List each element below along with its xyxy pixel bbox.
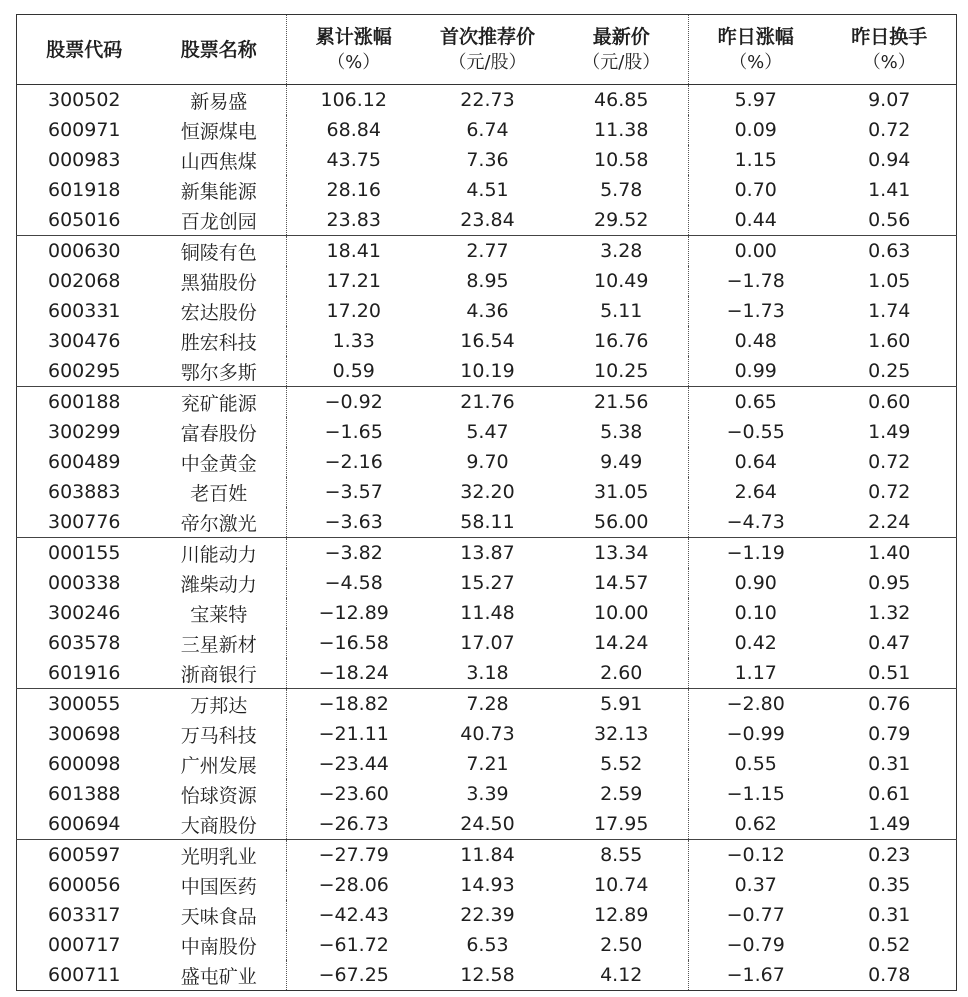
cell-first-recommend-price: 21.76 xyxy=(460,391,515,413)
table-row xyxy=(17,689,957,720)
cell-cumulative-gain: −18.24 xyxy=(287,658,421,689)
cell-stock-name: 兖矿能源 xyxy=(152,387,287,418)
cell-first-recommend-price: 58.11 xyxy=(421,507,555,538)
cell-first-recommend-price: 8.95 xyxy=(466,270,509,292)
cell-first-recommend-price: 7.36 xyxy=(466,149,509,171)
cell-first-recommend-price: 32.20 xyxy=(460,481,515,503)
cell-latest-price: 10.74 xyxy=(555,870,689,900)
cell-stock-name: 中金黄金 xyxy=(152,447,287,477)
cell-yesterday-turnover: 1.49 xyxy=(868,421,911,443)
cell-stock-name: 百龙创园 xyxy=(152,205,287,236)
cell-stock-code: 600056 xyxy=(47,874,121,896)
cell-stock-name: 黑猫股份 xyxy=(152,266,287,296)
cell-stock-code: 300299 xyxy=(47,421,121,443)
table-row xyxy=(17,175,957,205)
cell-yesterday-gain: 2.64 xyxy=(734,481,777,503)
cell-yesterday-gain: 1.15 xyxy=(734,149,777,171)
cell-cumulative-gain: −1.65 xyxy=(324,421,383,443)
cell-latest-price: 5.11 xyxy=(555,296,689,326)
cell-yesterday-gain: 0.44 xyxy=(689,205,823,236)
cell-stock-code: 000630 xyxy=(47,240,121,262)
cell-stock-code: 600331 xyxy=(47,300,121,322)
cell-first-recommend-price: 24.50 xyxy=(421,809,555,840)
cell-first-recommend-price: 17.07 xyxy=(460,632,515,654)
cell-stock-code: 300055 xyxy=(47,693,121,715)
cell-latest-price: 17.95 xyxy=(555,809,689,840)
cell-cumulative-gain: −3.57 xyxy=(324,481,383,503)
table-row xyxy=(17,870,957,900)
cell-latest-price: 46.85 xyxy=(555,85,689,116)
cell-yesterday-gain: −1.73 xyxy=(726,300,785,322)
cell-yesterday-turnover: 0.72 xyxy=(868,481,911,503)
header-yesterday-gain: 昨日涨幅 （%） xyxy=(689,15,823,85)
cell-stock-name: 富春股份 xyxy=(152,417,287,447)
table-row xyxy=(17,598,957,628)
cell-stock-code: 601918 xyxy=(47,179,121,201)
header-stock-code: 股票代码 xyxy=(17,15,152,85)
cell-cumulative-gain: −16.58 xyxy=(318,632,389,654)
table-row xyxy=(17,417,957,447)
cell-latest-price: 4.12 xyxy=(555,960,689,991)
cell-stock-name: 中南股份 xyxy=(152,930,287,960)
cell-yesterday-gain: 0.64 xyxy=(734,451,777,473)
cell-yesterday-gain: 0.09 xyxy=(734,119,777,141)
cell-cumulative-gain: −0.92 xyxy=(324,391,383,413)
table-row xyxy=(17,115,957,145)
table-body xyxy=(17,85,957,991)
cell-yesterday-turnover: 0.76 xyxy=(868,693,911,715)
table-row xyxy=(17,387,957,418)
cell-yesterday-turnover: 0.72 xyxy=(868,119,911,141)
cell-yesterday-turnover: 0.47 xyxy=(868,632,911,654)
cell-yesterday-gain: 0.48 xyxy=(734,330,777,352)
cell-first-recommend-price: 4.36 xyxy=(466,300,509,322)
cell-cumulative-gain: −27.79 xyxy=(318,844,389,866)
cell-yesterday-turnover: 1.05 xyxy=(868,270,911,292)
cell-latest-price: 9.49 xyxy=(555,447,689,477)
table-row xyxy=(17,840,957,871)
cell-first-recommend-price: 2.77 xyxy=(466,240,509,262)
cell-first-recommend-price: 23.84 xyxy=(421,205,555,236)
table-row xyxy=(17,85,957,116)
cell-stock-code: 000983 xyxy=(47,149,121,171)
table-row xyxy=(17,658,957,689)
cell-stock-name: 中国医药 xyxy=(152,870,287,900)
table-row xyxy=(17,145,957,175)
cell-yesterday-turnover: 1.40 xyxy=(868,542,911,564)
cell-yesterday-gain: 0.37 xyxy=(734,874,777,896)
header-cumulative-gain: 累计涨幅 （%） xyxy=(287,15,421,85)
cell-stock-name: 三星新材 xyxy=(152,628,287,658)
cell-latest-price: 14.24 xyxy=(555,628,689,658)
cell-yesterday-gain: −0.55 xyxy=(726,421,785,443)
cell-yesterday-gain: 0.70 xyxy=(734,179,777,201)
cell-cumulative-gain: −67.25 xyxy=(318,964,389,986)
cell-stock-code: 600295 xyxy=(17,356,152,387)
cell-latest-price: 29.52 xyxy=(555,205,689,236)
cell-yesterday-turnover: 0.35 xyxy=(868,874,911,896)
cell-yesterday-gain: 0.00 xyxy=(734,240,777,262)
cell-cumulative-gain: −3.63 xyxy=(287,507,421,538)
cell-first-recommend-price: 7.21 xyxy=(466,753,509,775)
cell-yesterday-turnover: 9.07 xyxy=(868,89,911,111)
cell-stock-name: 广州发展 xyxy=(152,749,287,779)
cell-yesterday-gain: −4.73 xyxy=(689,507,823,538)
cell-latest-price: 5.78 xyxy=(555,175,689,205)
cell-yesterday-turnover: 0.94 xyxy=(868,149,911,171)
cell-stock-name: 宝莱特 xyxy=(152,598,287,628)
cell-stock-name: 盛屯矿业 xyxy=(152,960,287,991)
cell-yesterday-turnover: 1.60 xyxy=(868,330,911,352)
cell-stock-code: 600711 xyxy=(47,964,121,986)
cell-stock-code: 000717 xyxy=(47,934,121,956)
cell-stock-name: 山西焦煤 xyxy=(152,145,287,175)
cell-yesterday-gain: −1.19 xyxy=(726,542,785,564)
cell-first-recommend-price: 11.84 xyxy=(460,844,515,866)
cell-yesterday-turnover: 1.74 xyxy=(868,300,911,322)
header-first-recommend-price: 首次推荐价 （元/股） xyxy=(421,15,555,85)
table-row xyxy=(17,266,957,296)
cell-stock-name: 鄂尔多斯 xyxy=(152,356,287,387)
cell-cumulative-gain: 106.12 xyxy=(320,89,387,111)
cell-latest-price: 10.00 xyxy=(555,598,689,628)
cell-yesterday-turnover: 0.51 xyxy=(823,658,957,689)
cell-stock-code: 002068 xyxy=(47,270,121,292)
cell-cumulative-gain: 43.75 xyxy=(326,149,381,171)
table-row xyxy=(17,477,957,507)
cell-yesterday-gain: 0.42 xyxy=(734,632,777,654)
cell-stock-code: 300776 xyxy=(17,507,152,538)
cell-cumulative-gain: −18.82 xyxy=(318,693,389,715)
cell-latest-price: 12.89 xyxy=(555,900,689,930)
cell-stock-name: 川能动力 xyxy=(152,538,287,569)
cell-yesterday-gain: −1.78 xyxy=(726,270,785,292)
cell-stock-name: 恒源煤电 xyxy=(152,115,287,145)
cell-yesterday-gain: 0.65 xyxy=(734,391,777,413)
cell-latest-price: 5.52 xyxy=(555,749,689,779)
cell-stock-code: 603883 xyxy=(47,481,121,503)
cell-yesterday-gain: −0.79 xyxy=(726,934,785,956)
cell-cumulative-gain: 1.33 xyxy=(332,330,375,352)
cell-stock-name: 大商股份 xyxy=(152,809,287,840)
cell-cumulative-gain: 17.20 xyxy=(326,300,381,322)
table-row xyxy=(17,960,957,991)
cell-first-recommend-price: 14.93 xyxy=(460,874,515,896)
cell-yesterday-turnover: 0.52 xyxy=(868,934,911,956)
cell-stock-code: 300246 xyxy=(47,602,121,624)
cell-yesterday-turnover: 1.32 xyxy=(868,602,911,624)
cell-first-recommend-price: 12.58 xyxy=(460,964,515,986)
cell-yesterday-gain: 0.62 xyxy=(689,809,823,840)
cell-cumulative-gain: −61.72 xyxy=(318,934,389,956)
table-row xyxy=(17,538,957,569)
table-row xyxy=(17,507,957,538)
cell-cumulative-gain: −23.44 xyxy=(318,753,389,775)
cell-cumulative-gain: −21.11 xyxy=(318,723,389,745)
cell-latest-price: 2.59 xyxy=(555,779,689,809)
header-stock-name: 股票名称 xyxy=(152,15,287,85)
cell-latest-price: 56.00 xyxy=(555,507,689,538)
cell-cumulative-gain: −28.06 xyxy=(318,874,389,896)
cell-stock-name: 老百姓 xyxy=(152,477,287,507)
cell-first-recommend-price: 10.19 xyxy=(421,356,555,387)
table-row xyxy=(17,809,957,840)
cell-latest-price: 10.49 xyxy=(555,266,689,296)
cell-latest-price: 10.58 xyxy=(555,145,689,175)
cell-yesterday-turnover: 0.79 xyxy=(868,723,911,745)
cell-latest-price: 13.34 xyxy=(555,538,689,569)
table-row xyxy=(17,236,957,267)
cell-stock-code: 603317 xyxy=(47,904,121,926)
cell-yesterday-turnover: 0.56 xyxy=(823,205,957,236)
cell-latest-price: 14.57 xyxy=(555,568,689,598)
header-latest-price: 最新价 （元/股） xyxy=(555,15,689,85)
cell-latest-price: 5.38 xyxy=(555,417,689,447)
table-row xyxy=(17,930,957,960)
table-row xyxy=(17,326,957,356)
cell-first-recommend-price: 6.53 xyxy=(466,934,509,956)
cell-cumulative-gain: −2.16 xyxy=(324,451,383,473)
cell-latest-price: 2.60 xyxy=(555,658,689,689)
cell-yesterday-turnover: 0.61 xyxy=(868,783,911,805)
cell-first-recommend-price: 7.28 xyxy=(466,693,509,715)
cell-latest-price: 3.28 xyxy=(555,236,689,267)
cell-first-recommend-price: 4.51 xyxy=(466,179,509,201)
cell-stock-code: 600597 xyxy=(47,844,121,866)
cell-stock-code: 605016 xyxy=(17,205,152,236)
cell-stock-name: 帝尔激光 xyxy=(152,507,287,538)
cell-stock-code: 300698 xyxy=(47,723,121,745)
cell-yesterday-turnover: 1.49 xyxy=(823,809,957,840)
cell-yesterday-gain: −1.15 xyxy=(726,783,785,805)
cell-yesterday-gain: 5.97 xyxy=(734,89,777,111)
cell-stock-name: 胜宏科技 xyxy=(152,326,287,356)
cell-yesterday-gain: −0.99 xyxy=(726,723,785,745)
cell-stock-code: 000155 xyxy=(47,542,121,564)
cell-cumulative-gain: 0.59 xyxy=(287,356,421,387)
cell-stock-code: 601916 xyxy=(17,658,152,689)
cell-stock-name: 铜陵有色 xyxy=(152,236,287,267)
cell-yesterday-turnover: 1.41 xyxy=(868,179,911,201)
cell-stock-code: 601388 xyxy=(47,783,121,805)
cell-first-recommend-price: 11.48 xyxy=(460,602,515,624)
cell-stock-code: 300502 xyxy=(47,89,121,111)
cell-cumulative-gain: −4.58 xyxy=(324,572,383,594)
cell-yesterday-turnover: 0.23 xyxy=(868,844,911,866)
cell-stock-code: 600098 xyxy=(47,753,121,775)
table-row xyxy=(17,205,957,236)
cell-yesterday-gain: −1.67 xyxy=(726,964,785,986)
cell-latest-price: 11.38 xyxy=(555,115,689,145)
cell-first-recommend-price: 15.27 xyxy=(460,572,515,594)
header-yesterday-turnover: 昨日换手 （%） xyxy=(823,15,957,85)
cell-stock-code: 603578 xyxy=(47,632,121,654)
table-row xyxy=(17,779,957,809)
cell-stock-code: 600188 xyxy=(47,391,121,413)
table-row xyxy=(17,719,957,749)
cell-stock-name: 光明乳业 xyxy=(152,840,287,871)
cell-latest-price: 2.50 xyxy=(555,930,689,960)
cell-cumulative-gain: 23.83 xyxy=(287,205,421,236)
cell-first-recommend-price: 22.73 xyxy=(460,89,515,111)
cell-cumulative-gain: −26.73 xyxy=(287,809,421,840)
cell-yesterday-gain: −0.12 xyxy=(726,844,785,866)
table-row xyxy=(17,628,957,658)
cell-yesterday-gain: 0.55 xyxy=(734,753,777,775)
cell-first-recommend-price: 13.87 xyxy=(460,542,515,564)
table-row xyxy=(17,447,957,477)
cell-yesterday-turnover: 0.72 xyxy=(868,451,911,473)
table-row xyxy=(17,356,957,387)
cell-yesterday-turnover: 0.25 xyxy=(823,356,957,387)
table-row xyxy=(17,568,957,598)
cell-yesterday-gain: 0.99 xyxy=(689,356,823,387)
cell-yesterday-turnover: 0.31 xyxy=(868,753,911,775)
cell-yesterday-turnover: 0.95 xyxy=(868,572,911,594)
cell-cumulative-gain: 68.84 xyxy=(326,119,381,141)
cell-latest-price: 21.56 xyxy=(555,387,689,418)
cell-first-recommend-price: 9.70 xyxy=(466,451,509,473)
cell-first-recommend-price: 16.54 xyxy=(460,330,515,352)
cell-first-recommend-price: 5.47 xyxy=(466,421,509,443)
cell-first-recommend-price: 22.39 xyxy=(460,904,515,926)
cell-latest-price: 10.25 xyxy=(555,356,689,387)
cell-first-recommend-price: 6.74 xyxy=(466,119,509,141)
table-row xyxy=(17,749,957,779)
cell-latest-price: 31.05 xyxy=(555,477,689,507)
cell-latest-price: 8.55 xyxy=(555,840,689,871)
cell-stock-name: 万马科技 xyxy=(152,719,287,749)
cell-stock-name: 潍柴动力 xyxy=(152,568,287,598)
cell-cumulative-gain: −23.60 xyxy=(318,783,389,805)
cell-latest-price: 16.76 xyxy=(555,326,689,356)
cell-latest-price: 5.91 xyxy=(555,689,689,720)
cell-yesterday-turnover: 0.63 xyxy=(868,240,911,262)
stock-table xyxy=(16,14,957,991)
cell-stock-code: 000338 xyxy=(47,572,121,594)
cell-stock-code: 300476 xyxy=(47,330,121,352)
cell-yesterday-turnover: 0.78 xyxy=(868,964,911,986)
cell-stock-code: 600694 xyxy=(17,809,152,840)
cell-yesterday-turnover: 0.31 xyxy=(868,904,911,926)
cell-first-recommend-price: 3.39 xyxy=(466,783,509,805)
cell-cumulative-gain: 18.41 xyxy=(326,240,381,262)
cell-stock-name: 万邦达 xyxy=(152,689,287,720)
cell-stock-name: 浙商银行 xyxy=(152,658,287,689)
cell-cumulative-gain: −3.82 xyxy=(324,542,383,564)
cell-yesterday-gain: 0.90 xyxy=(734,572,777,594)
cell-yesterday-turnover: 0.60 xyxy=(868,391,911,413)
cell-stock-code: 600489 xyxy=(47,451,121,473)
cell-yesterday-gain: 1.17 xyxy=(689,658,823,689)
cell-cumulative-gain: −12.89 xyxy=(318,602,389,624)
cell-first-recommend-price: 3.18 xyxy=(421,658,555,689)
cell-stock-name: 宏达股份 xyxy=(152,296,287,326)
cell-stock-code: 600971 xyxy=(47,119,121,141)
cell-stock-name: 天味食品 xyxy=(152,900,287,930)
cell-stock-name: 新集能源 xyxy=(152,175,287,205)
cell-first-recommend-price: 40.73 xyxy=(460,723,515,745)
table-row xyxy=(17,296,957,326)
cell-yesterday-gain: −2.80 xyxy=(726,693,785,715)
cell-cumulative-gain: 28.16 xyxy=(326,179,381,201)
cell-yesterday-turnover: 2.24 xyxy=(823,507,957,538)
header-row xyxy=(17,15,957,85)
cell-yesterday-gain: 0.10 xyxy=(734,602,777,624)
cell-stock-name: 怡球资源 xyxy=(152,779,287,809)
cell-latest-price: 32.13 xyxy=(555,719,689,749)
cell-stock-name: 新易盛 xyxy=(152,85,287,116)
table-row xyxy=(17,900,957,930)
cell-cumulative-gain: −42.43 xyxy=(318,904,389,926)
cell-cumulative-gain: 17.21 xyxy=(326,270,381,292)
cell-yesterday-gain: −0.77 xyxy=(726,904,785,926)
